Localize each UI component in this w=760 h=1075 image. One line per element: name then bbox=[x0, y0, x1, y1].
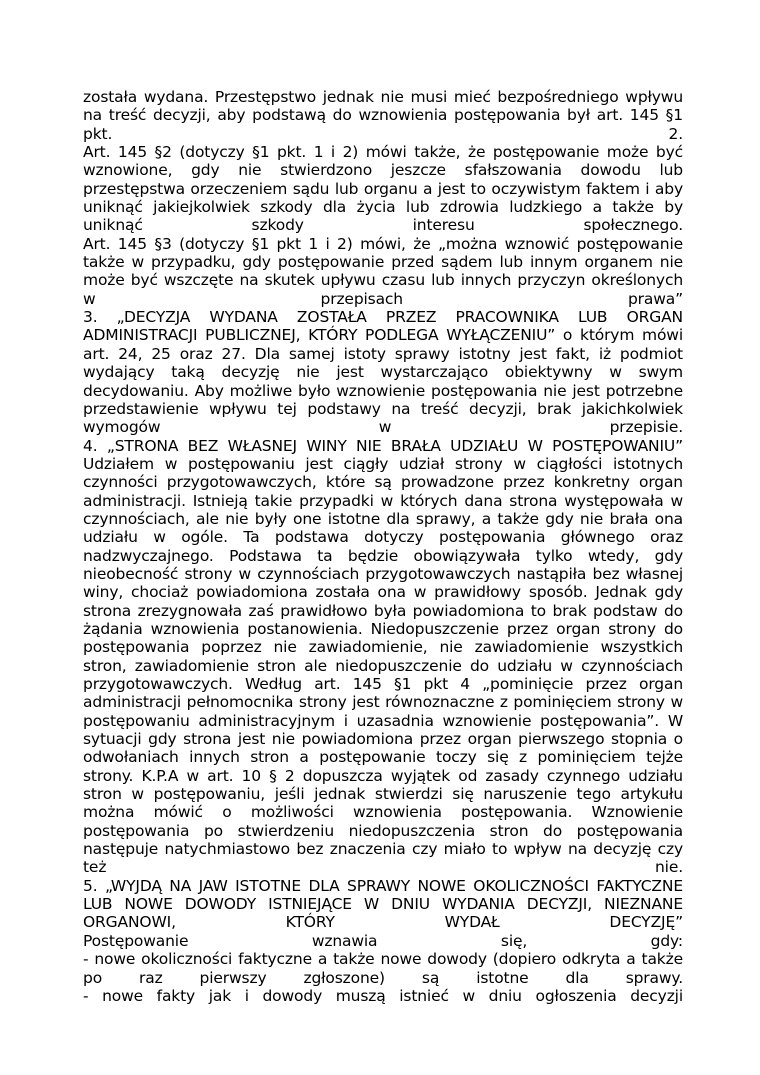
paragraph-bullet-1: - nowe okoliczności faktyczne a także nowe dowody (dopiero odkryta a także po raz pierwszy zgłoszone) są istotne dla sprawy. bbox=[83, 950, 683, 987]
paragraph-art145-par3: Art. 145 §3 (dotyczy §1 pkt 1 i 2) mówi, że „można wznowić postępowanie także w przypadku, gdy postępowanie przed sądem lub innym organem nie może być wszczęte na skutek upływu czasu lub innych przyczyn określonych w przepisach prawa” bbox=[83, 234, 683, 308]
paragraph-point-3: 3. „DECYZJA WYDANA ZOSTAŁA PRZEZ PRACOWNIKA LUB ORGAN ADMINISTRACJI PUBLICZNEJ, KTÓRY PODLEGA WYŁĄCZENIU” o którym mówi art. 24, 25 oraz 27. Dla samej istoty sprawy istotny jest fakt, iż podmiot wydający taką decyzję nie jest wystarczająco obiektywny w swym decydowaniu. Aby możliwe było wznowienie postępowania nie jest potrzebne przedstawienie wpływu tej podstawy na treść decyzji, brak jakichkolwiek wymogów w przepisie. bbox=[83, 308, 683, 437]
paragraph-art145-intro: została wydana. Przestępstwo jednak nie musi mieć bezpośredniego wpływu na treść decyzji, aby podstawą do wznowienia postępowania był art. 145 §1 pkt. 2. bbox=[83, 88, 683, 143]
paragraph-point-4-body: Udziałem w postępowaniu jest ciągły udział strony w ciągłości istotnych czynności przygotowawczych, które są prowadzone przez konkretny organ administracji. Istnieją takie przypadki w których dana strona występowała w czynnościach, ale nie były one istotne dla sprawy, a także gdy nie brała ona udziału w ogóle. Ta podstawa dotyczy postępowania głównego oraz nadzwyczajnego. Podstawa ta będzie obowiązywała tylko wtedy, gdy nieobecność strony w czynnościach przygotowawczych nastąpiła bez własnej winy, chociaż powiadomiona została ona w prawidłowy sposób. Jednak gdy strona zrezygnowała zaś prawidłowo była powiadomiona to brak podstaw do żądania wznowienia postanowienia. Niedopuszczenie przez organ strony do postępowania poprzez nie zawiadomienie, nie zawiadomienie wszystkich stron, zawiadomienie stron ale niedopuszczenie do udziału w czynnościach przygotowawczych. Według art. 145 §1 pkt 4 „pominięcie przez organ administracji pełnomocnika strony jest równoznaczne z pominięciem strony w postępowaniu administracyjnym i uzasadnia wznowienie postępowania”. W sytuacji gdy strona jest nie powiadomiona przez organ pierwszego stopnia o odwołaniach innych stron a postępowanie toczy się z pominięciem tejże strony. K.P.A w art. 10 § 2 dopuszcza wyjątek od zasady czynnego udziału stron w postępowaniu, jeśli jednak stwierdzi się naruszenie tego artykułu można mówić o możliwości wznowienia postępowania. Wznowienie postępowania po stwierdzeniu niedopuszczenia stron do postępowania następuje natychmiastowo bez znaczenia czy miało to wpływ na decyzję czy też nie. bbox=[83, 454, 683, 877]
paragraph-point-5-intro: Postępowanie wznawia się, gdy: bbox=[83, 931, 683, 950]
paragraph-point-4-heading: 4. „STRONA BEZ WŁASNEJ WINY NIE BRAŁA UDZIAŁU W POSTĘPOWANIU” bbox=[83, 436, 683, 455]
paragraph-point-5-heading: 5. „WYJDĄ NA JAW ISTOTNE DLA SPRAWY NOWE OKOLICZNOŚCI FAKTYCZNE LUB NOWE DOWODY ISTNIEJĄCE W DNIU WYDANIA DECYZJI, NIEZNANE ORGANOWI, KTÓRY WYDAŁ DECYZJĘ” bbox=[83, 876, 683, 932]
paragraph-bullet-2: - nowe fakty jak i dowody muszą istnieć w dniu ogłoszenia decyzji bbox=[83, 986, 683, 1005]
paragraph-art145-par2: Art. 145 §2 (dotyczy §1 pkt. 1 i 2) mówi także, że postępowanie może być wznowione, gdy nie stwierdzono jeszcze sfałszowania dowodu lub przestępstwa orzeczeniem sądu lub organu a jest to oczywistym faktem i aby uniknąć jakiejkolwiek szkody dla życia lub zdrowia ludzkiego a także by uniknąć szkody interesu społecznego. bbox=[83, 143, 683, 235]
